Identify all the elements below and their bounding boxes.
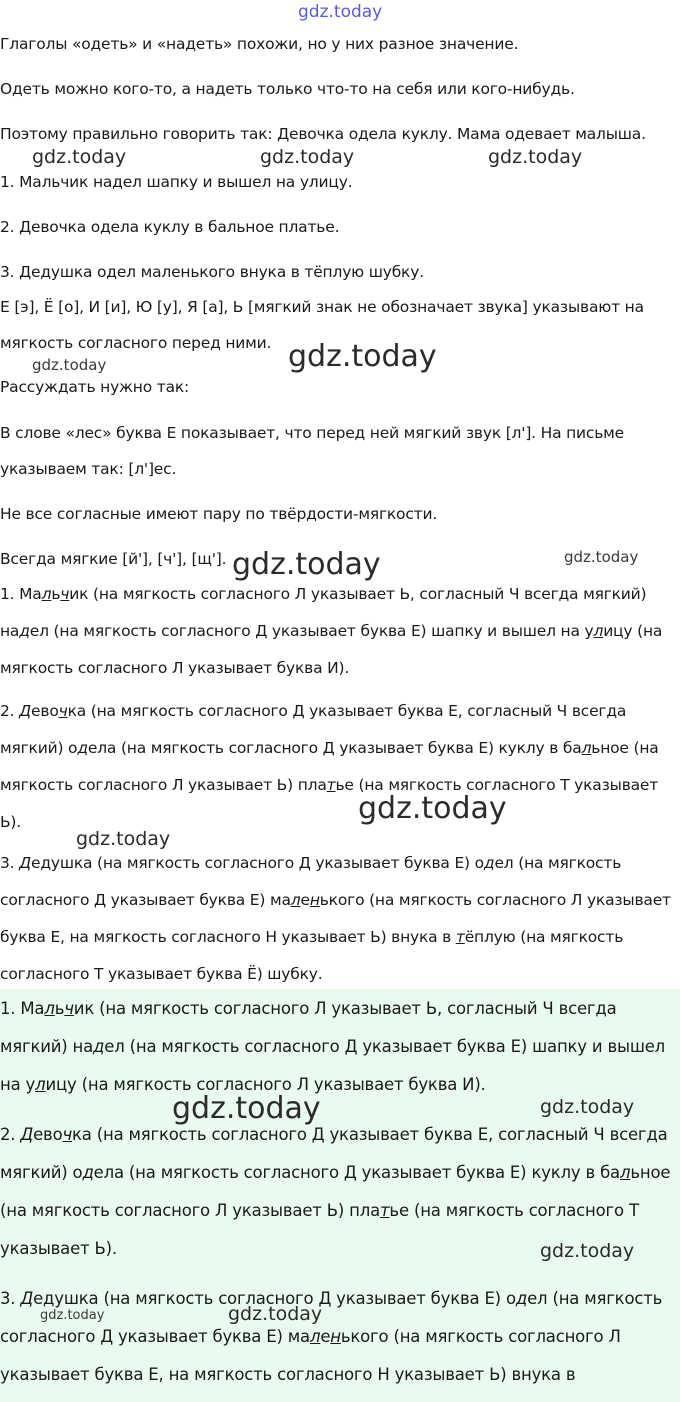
analysis-3: 3. Дедушка (на мягкость согласного Д указывает буква Е) одел (на мягкость согласного Д указывает буква Е) маленького (на мягкость согласного Л указывает буква Е, на мягкость согласного Н указывает Ь) внука в тёплую (на мягкость согласного Т указывает буква Ё) шубку. [0, 854, 671, 983]
watermark: gdz.today [358, 791, 507, 826]
analysis-2: 2. Девочка (на мягкость согласного Д указывает буква Е, согласный Ч всегда мягкий) одела (на мягкость согласного Д указывает буква Е) куклу в бальное (на мягкость согласного Л указывает Ь) платье (на мягкость согласного Т указывает Ь). [0, 702, 659, 831]
vowels-line-2: мягкость согласного перед ними. [0, 334, 272, 352]
watermark: gdz.today [288, 339, 437, 374]
watermark: gdz.today [76, 828, 171, 850]
watermark-top: gdz.today [298, 2, 383, 22]
watermark: gdz.today [228, 1303, 323, 1325]
sentence-2: 2. Девочка одела куклу в бальное платье. [0, 218, 340, 236]
watermark: gdz.today [32, 146, 127, 168]
intro-paragraph-1: Глаголы «одеть» и «надеть» похожи, но у них разное значение. [0, 35, 519, 53]
watermark: gdz.today [32, 356, 107, 374]
vowels-line-1: Е [э], Ё [о], И [и], Ю [у], Я [а], Ь [мягкий знак не обозначает звука] указывают на [0, 298, 644, 316]
les-line-1: В слове «лес» буква Е показывает, что перед ней мягкий звук [л']. На письме [0, 424, 624, 442]
watermark: gdz.today [260, 146, 355, 168]
reason-title: Рассуждать нужно так: [0, 378, 190, 396]
analysis-1: 1. Мальчик (на мягкость согласного Л указывает Ь, согласный Ч всегда мягкий) надел (на мягкость согласного Д указывает буква Е) шапку и вышел на улицу (на мягкость согласного Л указывает буква И). [0, 585, 663, 677]
sentence-1: 1. Мальчик надел шапку и вышел на улицу. [0, 173, 353, 191]
answer-1: 1. Мальчик (на мягкость согласного Л указывает Ь, согласный Ч всегда мягкий) надел (на мягкость согласного Д указывает буква Е) шапку и вышел на улицу (на мягкость согласного Л указывает буква И). [0, 999, 666, 1094]
answer-2: 2. Девочка (на мягкость согласного Д указывает буква Е, согласный Ч всегда мягкий) одела (на мягкость согласного Д указывает буква Е) куклу в бальное (на мягкость согласного Л указывает Ь) платье (на мягкость согласного Т указывает Ь). [0, 1125, 671, 1258]
answer-3: 3. Дедушка (на мягкость согласного Д указывает буква Е) одел (на мягкость согласного Д указывает буква Е) маленького (на мягкость согласного Л указывает буква Е, на мягкость согласного Н указывает Ь) внука в [0, 1289, 663, 1384]
watermark: gdz.today [40, 1308, 105, 1323]
watermark: gdz.today [232, 547, 381, 582]
watermark: gdz.today [540, 1096, 635, 1118]
watermark: gdz.today [488, 146, 583, 168]
always-soft-paragraph: Всегда мягкие [й'], [ч'], [щ']. [0, 550, 227, 568]
not-all-paragraph: Не все согласные имеют пару по твёрдости-мягкости. [0, 505, 438, 523]
watermark: gdz.today [564, 548, 639, 566]
intro-paragraph-2: Одеть можно кого-то, а надеть только что-то на себя или кого-нибудь. [0, 80, 575, 98]
les-line-2: указываем так: [л']ес. [0, 460, 177, 478]
intro-paragraph-3: Поэтому правильно говорить так: Девочка одела куклу. Мама одевает малыша. [0, 125, 646, 143]
sentence-3: 3. Дедушка одел маленького внука в тёплую шубку. [0, 263, 424, 281]
watermark: gdz.today [172, 1091, 321, 1126]
watermark: gdz.today [540, 1240, 635, 1262]
